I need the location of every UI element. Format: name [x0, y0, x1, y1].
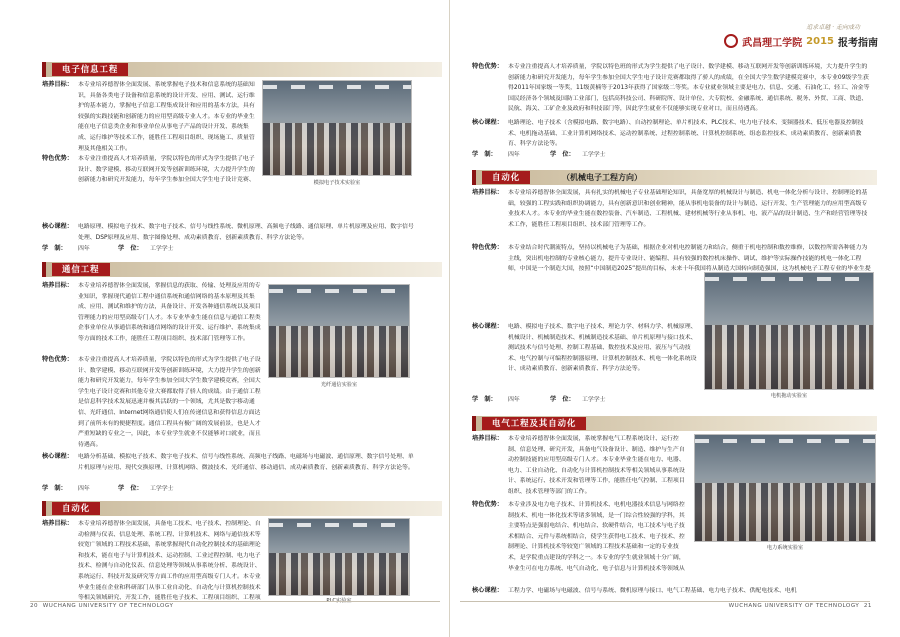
motor-lab-photo	[704, 272, 874, 390]
degree-label: 学 位：	[118, 485, 143, 492]
ee-goal-text: 本专业培养德智体全面发展、系统掌握电子技术和信息系统的基础知识，具备各类电子设备和信息系统的设计开发、应用、测试、运行维护的基本能力，掌握电子信息工程集成设计和应用的基本方法，具有较强的实践技能和创新能力的应用型高级专业人才。本专业的毕业生能在电子信息类企业和事业单位从事电子产品的设计开发、系统集成、运行维护等技术工作，能胜任工程项目组织、现场施工、质量管理及其他相关工作。	[78, 82, 255, 152]
power-lab-photo	[694, 434, 876, 542]
elec-core-text: 工程力学、电磁场与电磁波、信号与系统、微机原理与接口、电气工程基础、电力电子技术、供配电技术、电机	[508, 588, 797, 594]
feature-label: 特色优势：	[472, 244, 503, 251]
plc-lab-photo	[268, 518, 410, 596]
power-photo-caption: 电力系统实验室	[766, 545, 804, 551]
right-page	[450, 0, 900, 637]
system-label: 学 制：	[42, 245, 67, 252]
elec-feature-text: 本专业涉及电力电子技术、计算机技术、电机电器技术信息与网络控制技术、机电一体化技术等诸多领域，是一门综合性较强的学科，其主要特点是强弱电结合、机电结合、软硬件结合，电工技术与电子技术相结合、元件与系统相结合，使学生获得电工技术、电子技术、控制理论、计算机技术等较宽广领域的工程技术基础和一定的专业技术，是学院重点建设的学科之一。本专业的学生就业领域十分广阔，毕业生可在电力系统、电气自动化、电子信息与计算机技术等领域从	[508, 502, 685, 572]
core-label: 核心课程：	[472, 587, 503, 594]
feature-label: 特色优势：	[42, 356, 73, 363]
school-name: 武昌理工学院	[742, 37, 803, 49]
header-logo	[724, 33, 878, 49]
degree-value: 工学学士	[150, 246, 174, 252]
section-banner-comm	[42, 262, 442, 277]
section-title-ee: 电子信息工程	[52, 63, 128, 76]
section-banner-elec	[472, 416, 877, 431]
core-label: 核心课程：	[472, 119, 503, 126]
system-label: 学 制：	[472, 151, 497, 158]
degree-label: 学 位：	[118, 245, 143, 252]
feature-label: 特色优势：	[472, 63, 503, 70]
mech-feature-text: 本专业结合时代潮流特点，坚持以机械电子为基础，根据企业对机电控制能力和结合，侧重于机电控制和数控维修，以数控所需各种能力为主线，突出机电控制的专业核心能力，提升专业设计、能编程、具有较强的数控机床操作、调试、维护等实际操作技能的机电一体化工程师，中国是一个制造大国，按照“中国制造2025”提出的目标，未来十年我国将从制造大国转向制造强国，这为机械电子工程专业的毕业生提	[508, 245, 871, 273]
goal-label: 培养目标：	[42, 282, 73, 289]
system-value: 四年	[78, 486, 90, 492]
system-label: 学 制：	[42, 485, 67, 492]
mech-goal-text: 本专业培养德智体全面发展，具有扎实的机械电子专业基础理论知识，具备宽厚的机械设计与制造、机电一体化分析与设计、控制理论的基础，较强的工程实践和组织协调能力，具有创新意识和创业精神，能从事机电装备的设计与制造、运行开发、生产管理能力的应用型高级专业技术人才。本专业的毕业生能在数控装备、汽车制造、工程机械、建材机械等行业从事机、电、液产品的设计制造、生产和经营管理等技术工作，能胜任工程项目组织、技术部门管理等工作。	[508, 190, 868, 228]
section-title-auto: 自动化	[52, 502, 100, 515]
system-value: 四年	[78, 246, 90, 252]
degree-label: 学 位：	[550, 151, 575, 158]
comm-photo-caption: 光纤通信实验室	[320, 382, 358, 388]
footer-university-left: WUCHANG UNIVERSITY OF TECHNOLOGY	[42, 603, 174, 609]
auto-goal-text: 本专业培养德智体全面发展，具备电工技术、电子技术、控制理论、自动检测与仪表、信息处理、系统工程、计算机技术、网络与通信技术等较宽广领域的工程技术基础，系统掌握现代自动化控制技术的基础理论和技术，能在电子与计算机技术、运动控制、工业过程控制、电力电子技术、检测与自动化仪表、信息处理等领域从事系统分析、系统设计、系统运行、科技开发及研究等方面工作的应用型高级专门人才。本专业毕业生能在企业和科研部门从事工业自动化、自动化与计算机控制技术等相关领域研究、开发工作，能胜任电子技术、工程项目组织、工程项	[78, 521, 261, 602]
feature-label: 特色优势：	[42, 155, 73, 162]
section-subtitle-mech: （机械电子工程方向）	[562, 173, 642, 182]
ee-lab-photo	[262, 80, 412, 176]
goal-label: 培养目标：	[42, 520, 73, 527]
mech-core-text: 电路、模拟电子技术、数字电子技术、理论力学、材料力学、机械原理、机械设计、机械制造技术、机械制造技术基础、单片机原理与接口技术、测试技术与信号处理、控制工程基础、数控技术及应用、液压与气动技术、电气控制与可编程控制器原理、计算机控制技术、机电一体化系统设计、成功素质教育、创新素质教育、科学方法论等。	[508, 324, 697, 373]
degree-value: 工学学士	[150, 486, 174, 492]
degree-label: 学 位：	[550, 396, 575, 403]
goal-label: 培养目标：	[42, 81, 73, 88]
comm-feature-text: 本专业注重提高人才培养质量，学院以特色的形式为学生提供了电子设计、数学建模、移动互联网开发等创新训练环境，大力提升学生的创新能力和研究开发能力，每年学生参加全国大学生数学建模竞赛，全国大学生电子设计竞赛和其他专业大赛都取得了骄人的成绩。由于通信工程是信息科学技术发展迅速并极其活跃的一个领域，尤其是数字移动通信、光纤通信、Internet网络通信使人们在传递信息和获得信息方面达到了前所未有的便捷程度。通信工程具有极广阔的发展前景，也是人才严重短缺的专业之一，因此，本专业学生就业不仅能够对口就业，而且待遇高。	[78, 357, 261, 448]
comm-core-text: 电路分析基础、模拟电子技术、数字电子技术、信号与线性系统、高频电子线路、电磁场与电磁波、通信原理、数字信号处理、单片机原理与应用、现代交换原理、计算机网络、微波技术、光纤通信、移动通信、成功素质教育、创新素质教育、科学方法论等。	[78, 454, 414, 471]
core-label: 核心课程：	[42, 223, 73, 230]
auto-feature-text: 本专业注重提高人才培养质量，学院以特色班的形式为学生提供了电子设计、数学建模、移动互联网开发等创新训练环境，大力提升学生的创新能力和研究开发能力，每年学生参加全国大学生电子设计竞赛都取得了骄人的成绩，在全国大学生数学建模竞赛中，本专业09级学生获得2011年国家级一等奖，11级黄楠等于2013年获得了国家级二等奖。本专业就业领域主要是电力、信息、交通、石油化工、轻工、冶金等国民经济各个领域及国防工业部门，包括高科技公司、科研院所、设计单位、大专院校、金融系统、通信系统、税务、外贸、工商、铁道、民航、海关、工矿企业及政府和科技部门等，因此学生就业不仅能够实现专业对口，而且待遇高。	[508, 64, 870, 113]
section-banner-ee	[42, 62, 442, 77]
comm-lab-photo	[268, 284, 410, 378]
degree-value: 工学学士	[582, 397, 606, 403]
ee-photo-caption: 模拟电子技术实验室	[313, 180, 361, 186]
page-number-left: 20	[30, 603, 39, 609]
footer-divider	[460, 601, 870, 602]
feature-label: 特色优势：	[472, 501, 503, 508]
system-value: 四年	[508, 152, 520, 158]
page-number-right: 21	[863, 603, 872, 609]
school-seal-icon	[724, 34, 738, 48]
system-label: 学 制：	[472, 396, 497, 403]
auto-core-text: 电路理论、电子技术（含模拟电路、数字电路）、自动控制理论、单片机技术、PLC技术、电力电子技术、变频器技术、低压电器及控制技术、电机拖动基础、工业计算机网络技术、运动控制系统、过程控制系统、计算机控制系统、组态监控技术、成功素质教育、创新素质教育、科学方法论等。	[508, 120, 864, 148]
header-slogan: 追求卓越 · 走向成功	[806, 24, 860, 31]
goal-label: 培养目标：	[472, 189, 503, 196]
section-banner-mech	[472, 170, 877, 185]
header-year: 2015	[806, 35, 834, 47]
footer-university-right: WUCHANG UNIVERSITY OF TECHNOLOGY	[728, 603, 860, 609]
ee-feature-text-b	[42, 186, 427, 218]
mech-feature-text-cont	[472, 275, 697, 319]
header-guide: 报考指南	[838, 37, 878, 49]
section-banner-auto	[42, 501, 442, 516]
comm-goal-text: 本专业培养德智体全面发展，掌握信息的获取、传输、处理及应用的专业知识，掌握现代通信工程中通信系统和通信网络的基本原理及其集成、应用、测试和维护的方法，具备设计、开发各种通信系统以及项目管理能力的应用型高级专门人才。本专业毕业生能在信息与通信工程类企事业单位从事通信系统和通信网络的设计开发、运行维护、系统集成等方面的技术工作，能胜任工程项目组织、技术部门管理等工作。	[78, 283, 261, 342]
ee-feature-text-a: 本专业注重提高人才培养质量，学院以特色的形式为学生提供了电子设计、数学建模、移动互联网开发等创新训练环境，大力提升学生的创新能力和研究开发能力，每年学生参加全国大学生电子设计竞赛、	[78, 156, 255, 184]
core-label: 核心课程：	[42, 453, 73, 460]
section-title-elec: 电气工程及其自动化	[482, 417, 586, 430]
motor-photo-caption: 电机拖动实验室	[770, 393, 808, 399]
core-label: 核心课程：	[472, 323, 503, 330]
degree-value: 工学学士	[582, 152, 606, 158]
ee-core-text: 电路原理、模拟电子技术、数字电子技术、信号与线性系统、微机原理、高频电子线路、通信原理、单片机原理及应用、数字信号处理、DSP原理及应用、数字图像处理、成功素质教育、创新素质教育、科学方法论等。	[78, 224, 414, 241]
elec-goal-text: 本专业培养德智体全面发展，系统掌握电气工程系统设计、运行控制、信息处理、研究开发，具备电气设备设计、制造、维护与生产自动控制技能的应用型高级专门人才。本专业毕业生能在电力、电器、电力、工业自动化、自动化与计算机控制技术等相关领域从事系统设计、系统运行、技术开发和管理等工作，能胜任电气控制、工程项目组织、技术管理等部门的工作。	[508, 436, 685, 495]
footer-divider	[30, 601, 440, 602]
footer-left	[30, 603, 173, 609]
goal-label: 培养目标：	[472, 435, 503, 442]
section-title-mech: 自动化	[482, 171, 530, 184]
footer-right	[729, 603, 872, 609]
section-title-comm: 通信工程	[52, 263, 110, 276]
system-value: 四年	[508, 397, 520, 403]
